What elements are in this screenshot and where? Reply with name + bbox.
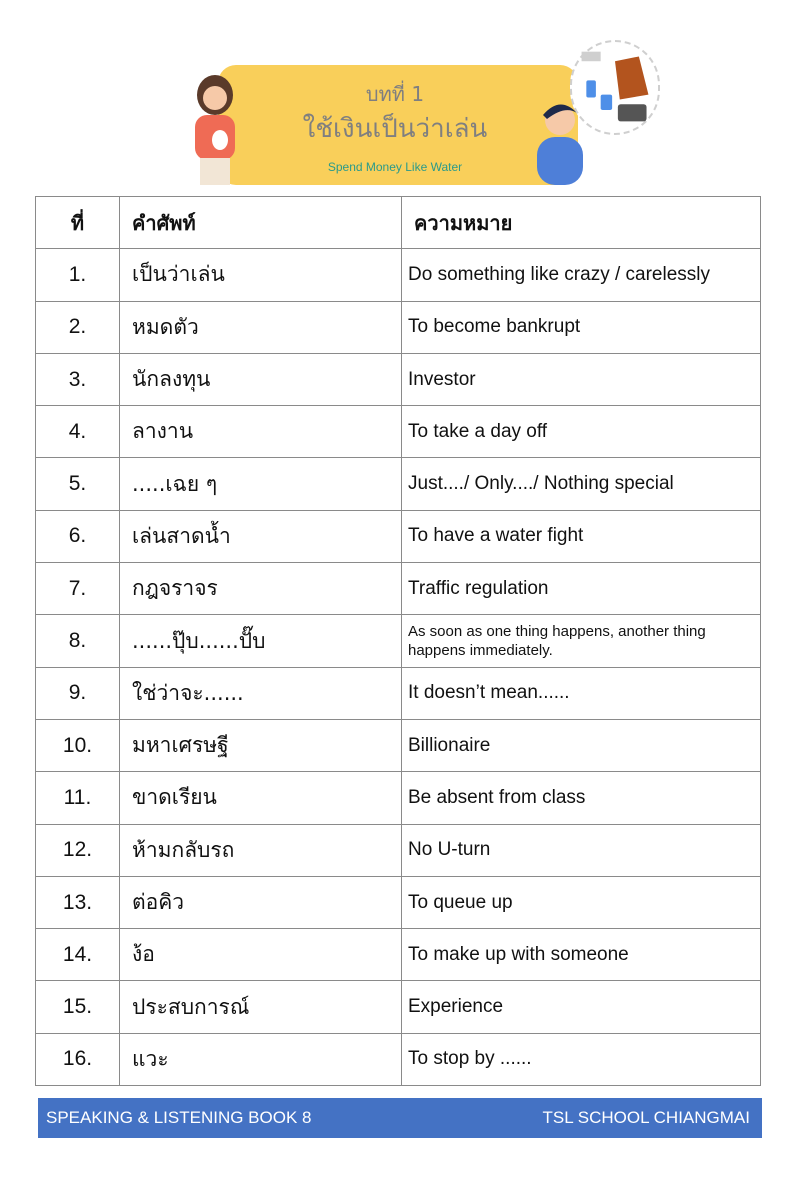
thai-word: ลางาน xyxy=(120,406,402,458)
table-row xyxy=(36,824,761,876)
table-row xyxy=(36,353,761,405)
thai-word: ห้ามกลับรถ xyxy=(120,824,402,876)
table-row xyxy=(36,719,761,771)
english-meaning: Traffic regulation xyxy=(402,563,761,615)
thai-word: เล่นสาดน้ำ xyxy=(120,510,402,562)
english-meaning: To stop by ...... xyxy=(402,1033,761,1085)
table-row xyxy=(36,301,761,353)
row-number: 16. xyxy=(36,1033,120,1085)
lesson-number: บทที่ 1 xyxy=(365,82,425,106)
english-meaning: Be absent from class xyxy=(402,772,761,824)
thai-word: แวะ xyxy=(120,1033,402,1085)
page-footer xyxy=(38,1098,762,1138)
row-number: 13. xyxy=(36,876,120,928)
english-meaning: To become bankrupt xyxy=(402,301,761,353)
row-number: 3. xyxy=(36,353,120,405)
english-meaning: It doesn’t mean...... xyxy=(402,667,761,719)
thai-word: ต่อคิว xyxy=(120,876,402,928)
table-row xyxy=(36,249,761,301)
english-meaning: To make up with someone xyxy=(402,929,761,981)
table-row xyxy=(36,772,761,824)
english-meaning: Do something like crazy / carelessly xyxy=(402,249,761,301)
row-number: 14. xyxy=(36,929,120,981)
lesson-banner xyxy=(140,40,660,190)
thai-word: นักลงทุน xyxy=(120,353,402,405)
table-row xyxy=(36,667,761,719)
thai-word: ประสบการณ์ xyxy=(120,981,402,1033)
vocabulary-table xyxy=(35,196,761,1086)
footer-school-name: TSL SCHOOL CHIANGMAI xyxy=(542,1108,750,1127)
table-row xyxy=(36,458,761,510)
english-meaning: Experience xyxy=(402,981,761,1033)
thai-word: .....เฉย ๆ xyxy=(120,458,402,510)
row-number: 6. xyxy=(36,510,120,562)
english-meaning: Investor xyxy=(402,353,761,405)
thai-word: ใช่ว่าจะ...... xyxy=(120,667,402,719)
english-meaning: To have a water fight xyxy=(402,510,761,562)
thai-word: ......ปุ๊บ......ปั๊บ xyxy=(120,615,402,667)
thai-word: กฎจราจร xyxy=(120,563,402,615)
table-row xyxy=(36,406,761,458)
row-number: 5. xyxy=(36,458,120,510)
english-meaning: To take a day off xyxy=(402,406,761,458)
row-number: 1. xyxy=(36,249,120,301)
english-meaning: As soon as one thing happens, another thing happens immediately. xyxy=(402,615,761,667)
table-row xyxy=(36,615,761,667)
thai-word: เป็นว่าเล่น xyxy=(120,249,402,301)
row-number: 15. xyxy=(36,981,120,1033)
row-number: 4. xyxy=(36,406,120,458)
thai-word: ง้อ xyxy=(120,929,402,981)
row-number: 10. xyxy=(36,719,120,771)
english-meaning: Just..../ Only..../ Nothing special xyxy=(402,458,761,510)
row-number: 2. xyxy=(36,301,120,353)
table-row xyxy=(36,981,761,1033)
table-row xyxy=(36,563,761,615)
lesson-title-thai: ใช้เงินเป็นว่าเล่น xyxy=(302,114,488,144)
lesson-title-english: Spend Money Like Water xyxy=(327,160,463,174)
worried-girl-illustration-icon xyxy=(180,70,250,185)
footer-book-title: SPEAKING & LISTENING BOOK 8 xyxy=(46,1108,312,1127)
english-meaning: Billionaire xyxy=(402,719,761,771)
row-number: 9. xyxy=(36,667,120,719)
row-number: 11. xyxy=(36,772,120,824)
header-number: ที่ xyxy=(36,197,120,249)
thought-bubble-shopping-icon xyxy=(570,40,660,135)
table-row xyxy=(36,510,761,562)
english-meaning: To queue up xyxy=(402,876,761,928)
table-row xyxy=(36,1033,761,1085)
row-number: 8. xyxy=(36,615,120,667)
table-row xyxy=(36,876,761,928)
header-meaning: ความหมาย xyxy=(402,197,761,249)
english-meaning: No U-turn xyxy=(402,824,761,876)
thai-word: มหาเศรษฐี xyxy=(120,719,402,771)
row-number: 7. xyxy=(36,563,120,615)
header-vocabulary: คำศัพท์ xyxy=(120,197,402,249)
table-row xyxy=(36,929,761,981)
table-header-row xyxy=(36,197,761,249)
thai-word: ขาดเรียน xyxy=(120,772,402,824)
thai-word: หมดตัว xyxy=(120,301,402,353)
row-number: 12. xyxy=(36,824,120,876)
